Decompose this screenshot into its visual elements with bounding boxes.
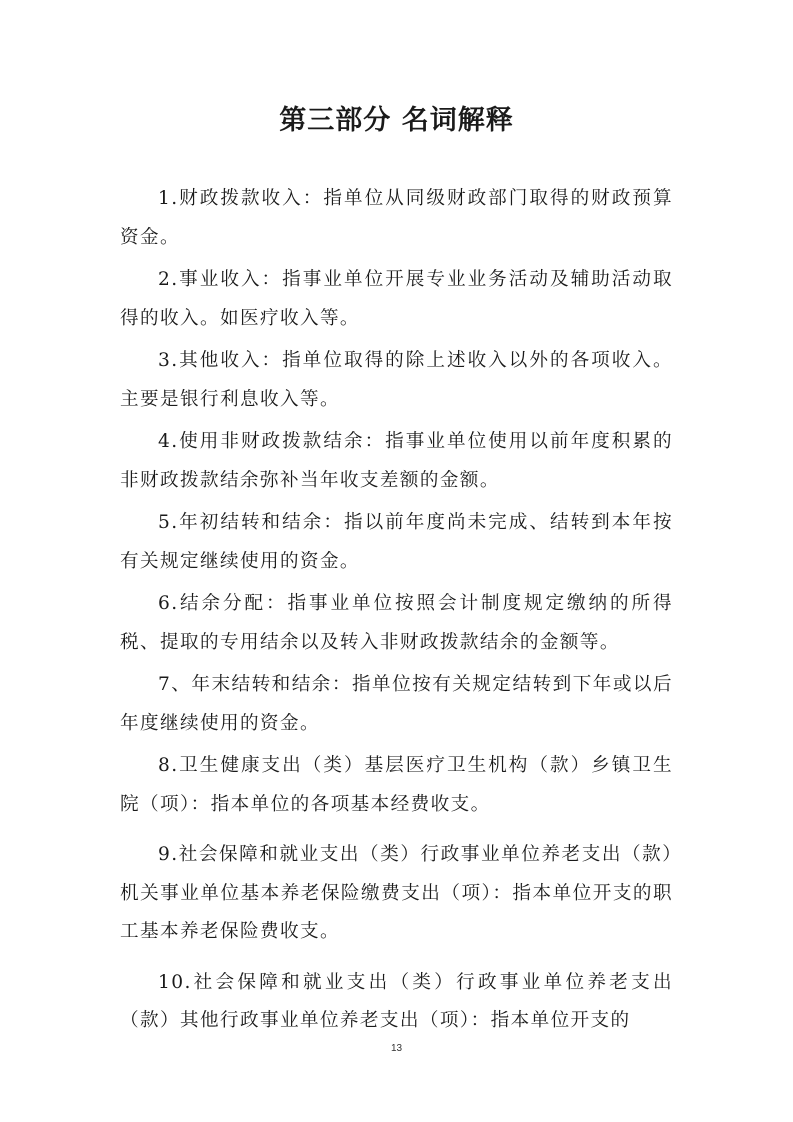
- definition-list: [120, 180, 673, 1045]
- definition-item-10: 10.社会保障和就业支出（类）行政事业单位养老支出（款）其他行政事业单位养老支出（项）：指本单位开支的: [120, 971, 673, 1031]
- definition-item-6: 6.结余分配：指事业单位按照会计制度规定缴纳的所得税、提取的专用结余以及转入非财政拨款结余的金额等。: [120, 593, 673, 653]
- definition-item-1: 1.财政拨款收入：指单位从同级财政部门取得的财政预算资金。: [120, 188, 673, 248]
- page-number: 13: [390, 1043, 403, 1054]
- definition-item-4: 4.使用非财政拨款结余：指事业单位使用以前年度积累的非财政拨款结余弥补当年收支差额的金额。: [120, 431, 673, 491]
- definition-item-5: 5.年初结转和结余：指以前年度尚未完成、结转到本年按有关规定继续使用的资金。: [120, 512, 673, 572]
- page-title: 第三部分 名词解释: [279, 105, 514, 136]
- definition-item-8: 8.卫生健康支出（类）基层医疗卫生机构（款）乡镇卫生院（项）：指本单位的各项基本经费收支。: [120, 755, 673, 815]
- definition-item-2: 2.事业收入：指事业单位开展专业业务活动及辅助活动取得的收入。如医疗收入等。: [120, 269, 673, 329]
- definition-item-7: 7、年末结转和结余：指单位按有关规定结转到下年或以后年度继续使用的资金。: [120, 674, 673, 734]
- definition-item-3: 3.其他收入：指单位取得的除上述收入以外的各项收入。主要是银行利息收入等。: [120, 350, 673, 410]
- definition-item-9: 9.社会保障和就业支出（类）行政事业单位养老支出（款）机关事业单位基本养老保险缴费支出（项）：指本单位开支的职工基本养老保险费收支。: [120, 844, 673, 942]
